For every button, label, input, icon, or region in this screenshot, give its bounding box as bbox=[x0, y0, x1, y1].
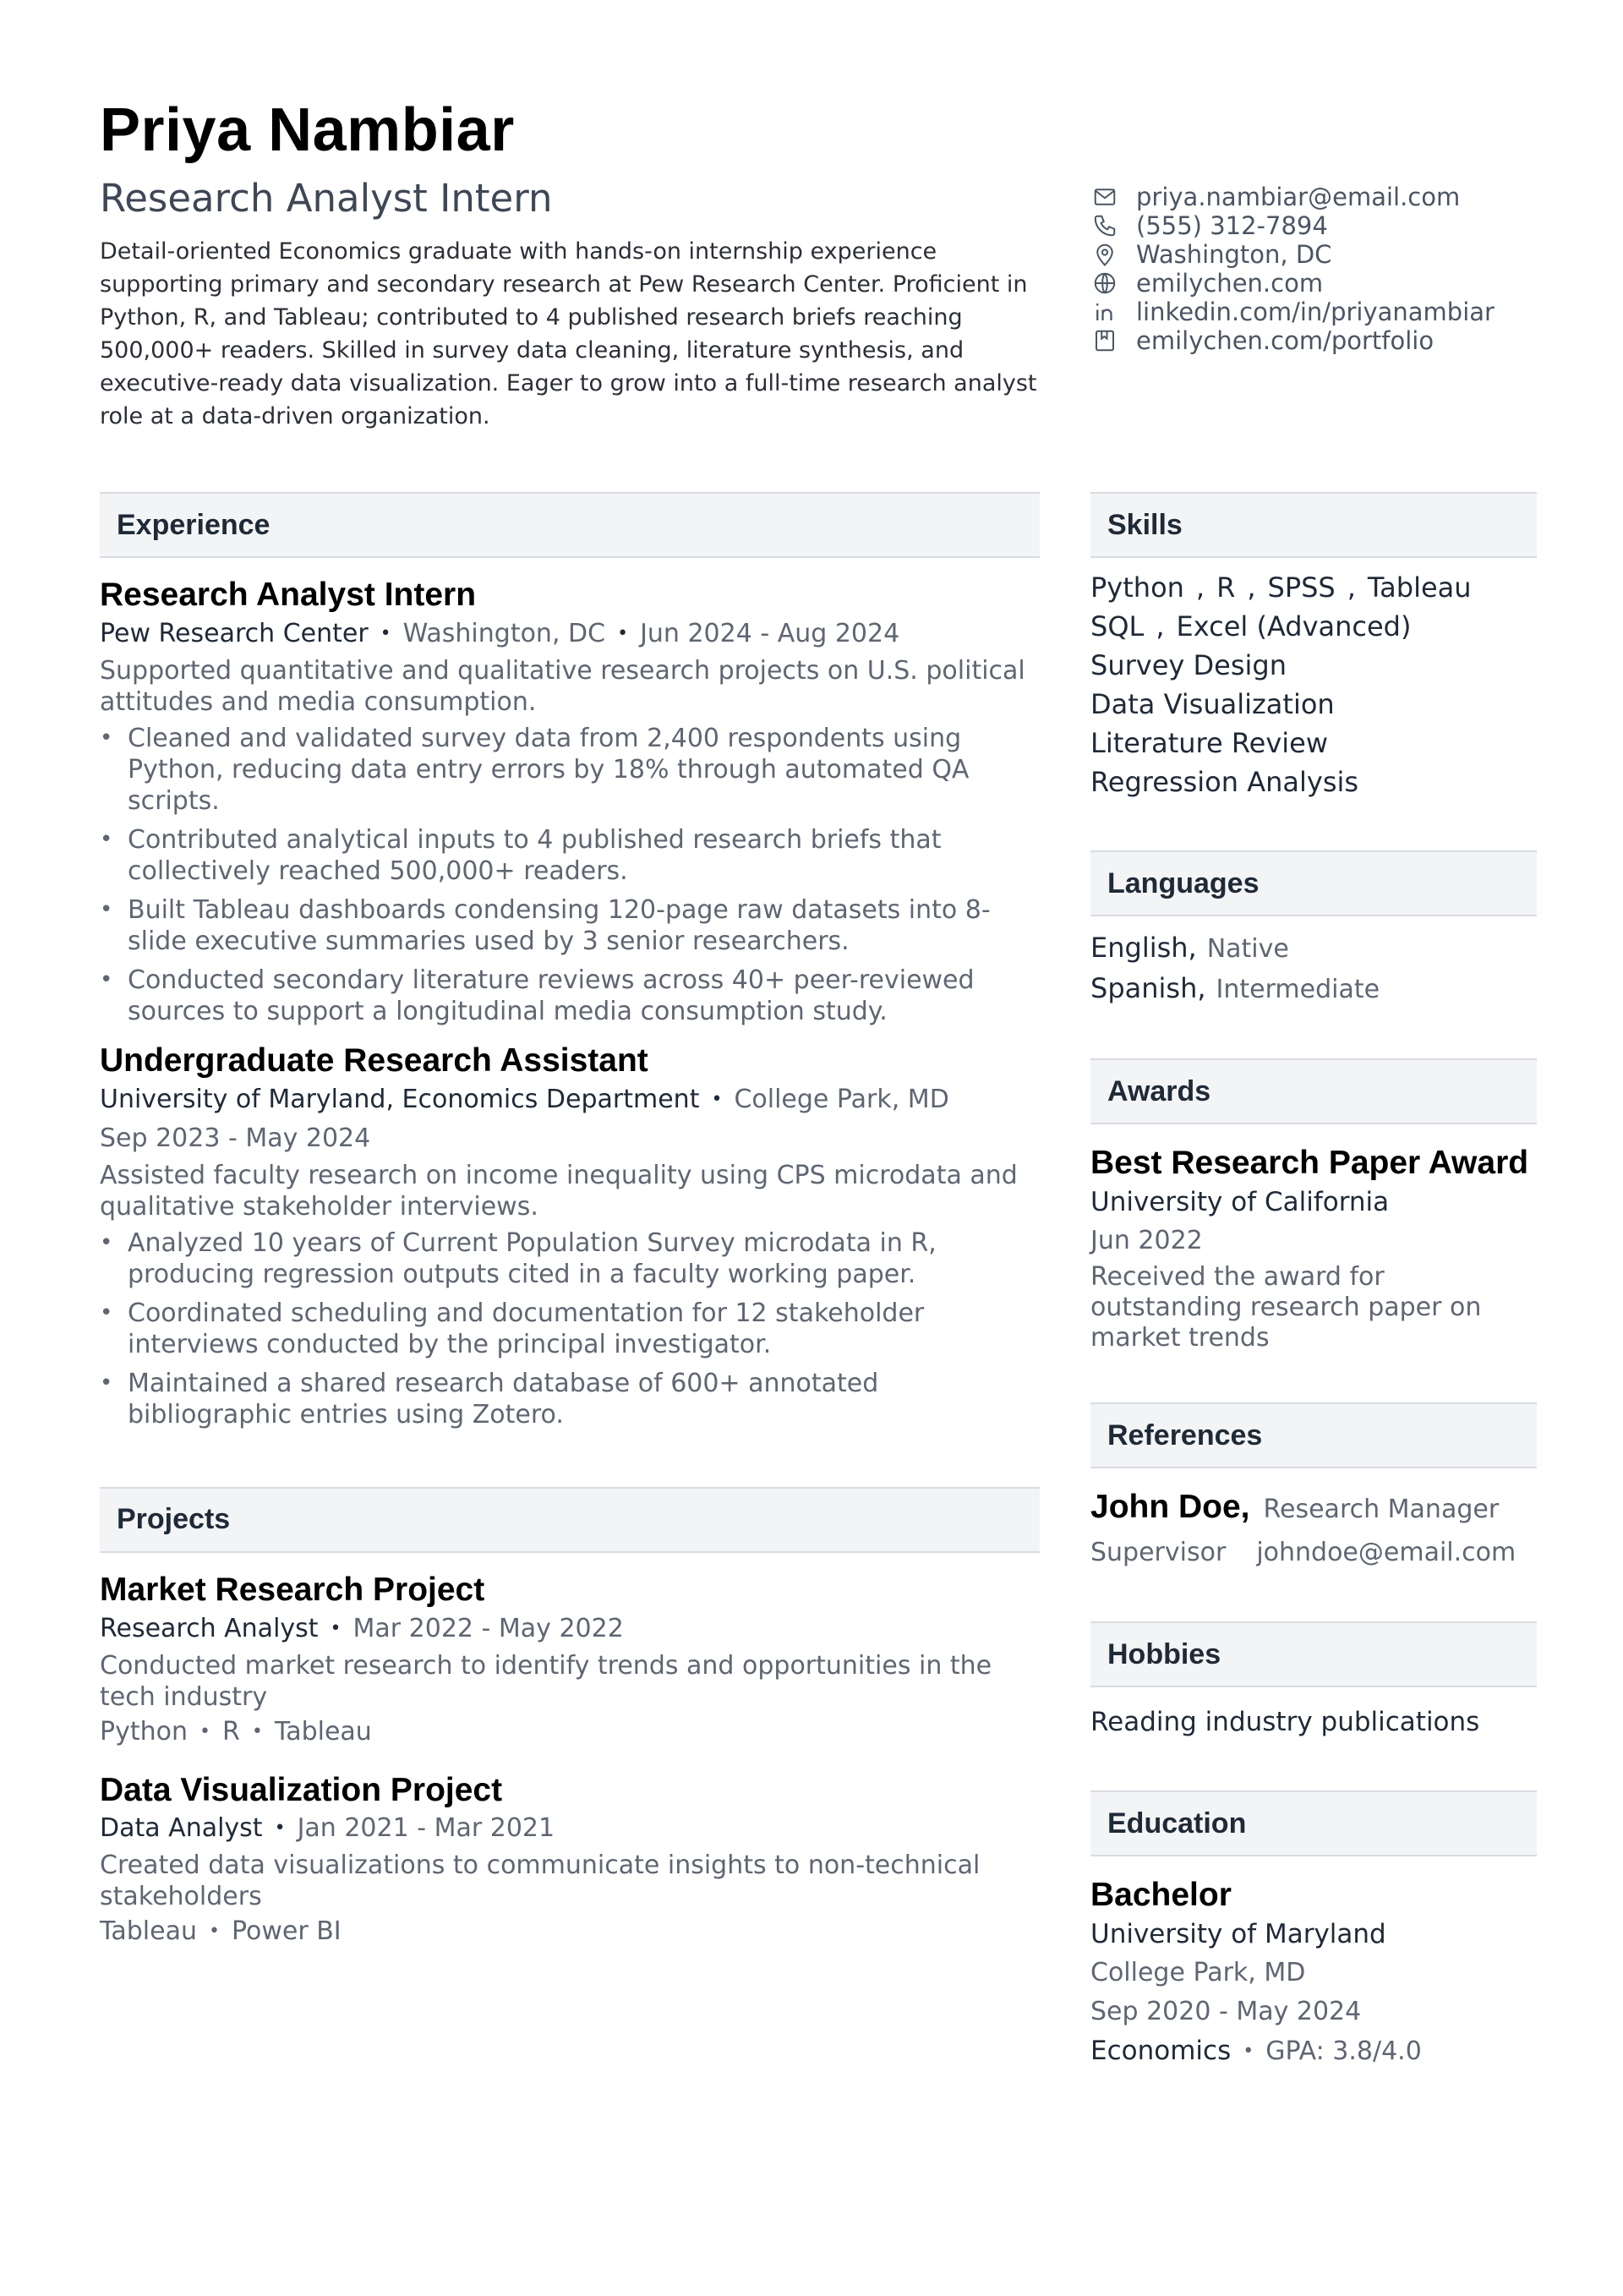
project-description: Conducted market research to identify trends and opportunities in the tech industry bbox=[100, 1650, 992, 1712]
skill-item: Regression Analysis bbox=[1090, 766, 1359, 798]
education-gpa: GPA: 3.8/4.0 bbox=[1265, 2036, 1422, 2066]
project-dates: Jan 2021 - Mar 2021 bbox=[297, 1813, 555, 1844]
project-title: Market Research Project bbox=[100, 1571, 485, 1608]
skill-item: Python bbox=[1090, 571, 1184, 604]
job-location: College Park, MD bbox=[734, 1084, 949, 1114]
hobby-item: Reading industry publications bbox=[1090, 1707, 1480, 1737]
project-meta: Research Analyst • Mar 2022 - May 2022 bbox=[100, 1613, 624, 1643]
contact-website-text: emilychen.com bbox=[1136, 269, 1324, 298]
globe-icon bbox=[1090, 271, 1119, 296]
candidate-name: Priya Nambiar bbox=[100, 96, 515, 164]
job-dates: Sep 2023 - May 2024 bbox=[100, 1123, 371, 1153]
project-entry bbox=[100, 1772, 1040, 1952]
reference-name: John Doe, bbox=[1090, 1489, 1250, 1525]
skills-row: SQL , Excel (Advanced) bbox=[1090, 610, 1412, 642]
contact-portfolio-text: emilychen.com/portfolio bbox=[1136, 326, 1434, 355]
contact-phone-text: (555) 312-7894 bbox=[1136, 211, 1328, 240]
job-bullets bbox=[100, 1227, 1040, 1430]
project-role: Data Analyst bbox=[100, 1813, 263, 1844]
phone-icon bbox=[1090, 213, 1119, 238]
language-level: Native bbox=[1206, 934, 1289, 964]
hobbies-heading: Hobbies bbox=[1090, 1621, 1537, 1687]
skill-item: Excel (Advanced) bbox=[1176, 610, 1412, 642]
bullet-item: • Coordinated scheduling and documentation for 12 stakeholder interviews conducted by the principal investigator. bbox=[100, 1298, 1040, 1360]
contact-location bbox=[1090, 240, 1564, 269]
bullet-item: • Cleaned and validated survey data from 2,400 respondents using Python, reducing data entry errors by 18% through automated QA scripts. bbox=[100, 723, 1040, 817]
project-tools: Python • R • Tableau bbox=[100, 1716, 372, 1747]
bullet-item: • Conducted secondary literature reviews across 40+ peer-reviewed sources to support a longitudinal media consumption study. bbox=[100, 965, 1040, 1027]
bullet-item: • Contributed analytical inputs to 4 published research briefs that collectively reached 500,000+ readers. bbox=[100, 824, 1040, 887]
summary: Detail-oriented Economics graduate with hands-on internship experience supporting primary and secondary research at Pew Research Center. Proficient in Python, R, and Tableau; contributed to 4 published research briefs reaching 500,000+ readers. Skilled in survey data cleaning, literature synthesis, and executive-ready data visualization. Eager to grow into a full-time research analyst role at a data-driven organization. bbox=[100, 238, 1037, 429]
languages-list bbox=[1090, 928, 1537, 1009]
project-meta: Data Analyst • Jan 2021 - Mar 2021 bbox=[100, 1813, 555, 1844]
contact-linkedin-text: linkedin.com/in/priyanambiar bbox=[1136, 298, 1495, 326]
bullet-item: • Built Tableau dashboards condensing 120-page raw datasets into 8-slide executive summaries used by 3 senior researchers. bbox=[100, 894, 1040, 957]
contact-portfolio[interactable] bbox=[1090, 326, 1564, 355]
skill-item: SQL bbox=[1090, 610, 1145, 642]
awards-heading: Awards bbox=[1090, 1058, 1537, 1124]
job-entry bbox=[100, 577, 1040, 1027]
job-org: University of Maryland, Economics Department bbox=[100, 1084, 700, 1114]
tool-tag: Tableau bbox=[274, 1716, 372, 1747]
reference-entry bbox=[1090, 1487, 1537, 1572]
bullet-item: • Maintained a shared research database of 600+ annotated bibliographic entries using Zotero. bbox=[100, 1368, 1040, 1430]
project-description: Created data visualizations to communicate insights to non-technical stakeholders bbox=[100, 1850, 981, 1912]
mail-icon bbox=[1090, 184, 1119, 210]
award-org: University of California bbox=[1090, 1187, 1390, 1217]
skill-item: Literature Review bbox=[1090, 727, 1329, 759]
skill-item: R bbox=[1216, 571, 1236, 604]
job-org: Pew Research Center bbox=[100, 618, 369, 648]
project-tools: Tableau • Power BI bbox=[100, 1916, 342, 1947]
left-column bbox=[100, 492, 1040, 1951]
education-heading: Education bbox=[1090, 1790, 1537, 1856]
contact-email-text: priya.nambiar@email.com bbox=[1136, 183, 1461, 211]
award-date: Jun 2022 bbox=[1090, 1226, 1203, 1255]
education-entry bbox=[1090, 1875, 1537, 2071]
education-field: Economics bbox=[1090, 2036, 1232, 2066]
bullet-item: • Analyzed 10 years of Current Population Survey microdata in R, producing regression outputs cited in a faculty working paper. bbox=[100, 1227, 1040, 1290]
skills-list bbox=[1090, 568, 1537, 801]
education-location: College Park, MD bbox=[1090, 1958, 1306, 1987]
language-item bbox=[1090, 928, 1537, 969]
skill-item: SPSS bbox=[1267, 571, 1336, 604]
education-degree: Bachelor bbox=[1090, 1877, 1232, 1913]
references-heading: References bbox=[1090, 1402, 1537, 1468]
award-entry bbox=[1090, 1143, 1537, 1353]
job-title: Research Analyst Intern bbox=[100, 577, 477, 613]
contact-linkedin[interactable] bbox=[1090, 298, 1564, 326]
skills-row: Python , R , SPSS , Tableau bbox=[1090, 571, 1472, 604]
language-item bbox=[1090, 969, 1537, 1009]
portfolio-icon bbox=[1090, 328, 1119, 353]
project-dates: Mar 2022 - May 2022 bbox=[352, 1613, 624, 1643]
job-description: Supported quantitative and qualitative research projects on U.S. political attitudes and media consumption. bbox=[100, 655, 1025, 717]
language-name: English, bbox=[1090, 932, 1197, 964]
language-name: Spanish, bbox=[1090, 972, 1206, 1004]
education-field-row: Economics • GPA: 3.8/4.0 bbox=[1090, 2036, 1422, 2066]
job-entry bbox=[100, 1042, 1040, 1430]
award-description: Received the award for outstanding research paper on market trends bbox=[1090, 1262, 1482, 1353]
reference-position: Research Manager bbox=[1263, 1495, 1500, 1524]
contact-location-text: Washington, DC bbox=[1136, 240, 1332, 269]
job-location: Washington, DC bbox=[402, 618, 606, 648]
tool-tag: Tableau bbox=[100, 1916, 197, 1947]
education-school: University of Maryland bbox=[1090, 1919, 1386, 1949]
right-column bbox=[1090, 492, 1537, 2071]
reference-details bbox=[1090, 1533, 1537, 1572]
reference-email[interactable]: johndoe@email.com bbox=[1256, 1538, 1516, 1567]
candidate-role: Research Analyst Intern bbox=[100, 176, 553, 221]
award-title: Best Research Paper Award bbox=[1090, 1145, 1529, 1181]
reference-name-row bbox=[1090, 1487, 1537, 1533]
project-entry bbox=[100, 1572, 1040, 1752]
projects-heading: Projects bbox=[100, 1487, 1040, 1553]
tool-tag: R bbox=[221, 1716, 240, 1747]
job-meta: Pew Research Center • Washington, DC • Jun 2024 - Aug 2024 bbox=[100, 618, 900, 648]
skill-item: Survey Design bbox=[1090, 649, 1287, 681]
job-bullets bbox=[100, 723, 1040, 1027]
job-dates: Jun 2024 - Aug 2024 bbox=[640, 618, 900, 648]
education-dates: Sep 2020 - May 2024 bbox=[1090, 1997, 1362, 2026]
languages-heading: Languages bbox=[1090, 850, 1537, 916]
project-role: Research Analyst bbox=[100, 1613, 319, 1643]
job-meta: University of Maryland, Economics Department • College Park, MD bbox=[100, 1084, 949, 1114]
contact-website[interactable] bbox=[1090, 269, 1564, 298]
contact-email[interactable] bbox=[1090, 183, 1564, 211]
language-level: Intermediate bbox=[1216, 975, 1380, 1004]
job-description: Assisted faculty research on income inequality using CPS microdata and qualitative stakeholder interviews. bbox=[100, 1160, 1018, 1222]
contact-list bbox=[1090, 183, 1564, 355]
project-title: Data Visualization Project bbox=[100, 1771, 503, 1808]
skill-item: Tableau bbox=[1367, 571, 1472, 604]
experience-heading: Experience bbox=[100, 492, 1040, 558]
tool-tag: Power BI bbox=[231, 1916, 342, 1947]
reference-relation: Supervisor bbox=[1090, 1538, 1227, 1567]
job-title: Undergraduate Research Assistant bbox=[100, 1041, 648, 1079]
contact-phone[interactable] bbox=[1090, 211, 1564, 240]
tool-tag: Python bbox=[100, 1716, 188, 1747]
skill-item: Data Visualization bbox=[1090, 688, 1335, 720]
skills-heading: Skills bbox=[1090, 492, 1537, 558]
linkedin-icon bbox=[1090, 299, 1119, 325]
location-pin-icon bbox=[1090, 242, 1119, 267]
